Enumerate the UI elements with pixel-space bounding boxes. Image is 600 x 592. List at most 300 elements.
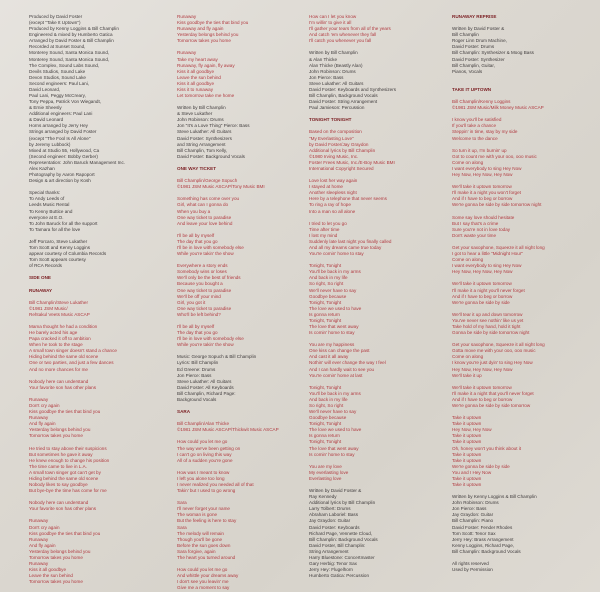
- lyric-line: Rehtakul Veets Music ASCAP: [29, 311, 90, 317]
- lyric-line: Kiss it all goodbye: [177, 68, 215, 74]
- lyric-line: And if I have to beg or borrow: [452, 196, 513, 202]
- lyric-line: Take it uptown: [452, 457, 482, 463]
- lyric-line: Hey Now, Hey Now, Hey Now: [452, 172, 513, 178]
- credit-line: David Foster: Drums: [452, 44, 495, 50]
- lyric-line: We're gonna be side by side tomorrow: [452, 403, 531, 408]
- lyric-line: A small town singer got can't get by: [29, 469, 101, 475]
- lyric-line: Runaway: [29, 561, 49, 567]
- credit-line: (except "The Fool Is All Alone": [29, 135, 91, 141]
- credit-line: Ray Kennedy: [309, 494, 337, 500]
- lyric-line: While you're takin' the show: [177, 251, 234, 257]
- lyric-line: Kiss it all goodbye: [29, 567, 67, 573]
- credit-line: Devils Studios, Sound Lake: [29, 68, 86, 74]
- lyric-line: When you buy a: [177, 208, 211, 214]
- lyric-line: Tonight, Tonight: [309, 317, 342, 323]
- lyric-line: We'll never have to say: [309, 287, 357, 293]
- credit-line: John Robinson: Drums: [452, 500, 499, 506]
- lyric-line: He barely acted his age: [29, 330, 78, 336]
- credit-line: David Foster: Keyboards: [309, 524, 360, 530]
- lyric-line: Everywhere a story ends: [177, 263, 228, 269]
- lyric-line: Take it uptown: [452, 421, 482, 427]
- lyric-line: Some say love should hesitate: [452, 214, 515, 220]
- credit-line: Roger Linn Drum Machine,: [452, 38, 507, 44]
- lyric-line: So turn it up, I'm burnin' up: [452, 147, 507, 153]
- song-title: RUNAWAY REPRISE: [452, 14, 497, 19]
- lyric-line: And leave your love behind: [177, 220, 233, 226]
- credit-line: Bill Champlin: [452, 32, 479, 38]
- lyric-line: Don't cry again: [29, 524, 60, 530]
- credit-line: David Foster, Bill Champlin:: [309, 542, 366, 548]
- lyric-line: Sara forgive, again: [177, 548, 216, 554]
- credit-line: Bill Champlin: Background Vocals: [452, 548, 521, 554]
- lyric-line: I stayed at home: [309, 184, 343, 190]
- credit-line: Bill Champlin, Background Vocals: [309, 93, 378, 99]
- lyric-line: Oh, honey won't you think about it: [452, 445, 522, 451]
- credit-line: David Foster: Keyboards and Synthesizers: [309, 86, 397, 92]
- lyric-line: You are my love: [309, 463, 342, 469]
- song-title: TAKE IT UPTOWN: [452, 86, 492, 92]
- song-title: SIDE ONE: [29, 275, 51, 281]
- lyric-line: How was I meant to know: [177, 469, 230, 475]
- credit-line: Bill Champlin, Richard Page:: [177, 390, 236, 396]
- lyric-line: Hey Now, Hey Now, Hey Now: [452, 269, 513, 275]
- lyric-line: Don't waste your time: [452, 232, 497, 238]
- lyric-line: Into a man so all alone: [309, 208, 356, 214]
- lyric-line: Runaway: [29, 396, 49, 402]
- lyric-line: Runaway: [29, 518, 49, 524]
- credit-line: Additional engineers: Paul Lani: [29, 111, 93, 117]
- lyric-line: Is comin' home to stay: [309, 451, 355, 457]
- credit-line: Lyrics: Bill Champlin: [177, 360, 219, 366]
- lyric-line: So right, So right: [309, 281, 344, 287]
- credit-line: Written by David Foster &: [452, 26, 505, 32]
- credit-line: David Foster: Synthesizer: [452, 56, 505, 62]
- lyric-line: You're comin' home at last: [309, 372, 363, 378]
- lyric-line: I got to hear a little "Midnight Hour": [452, 251, 523, 257]
- credit-line: Jerry Hey: Flugelhorn: [309, 567, 353, 573]
- credit-line: Arranged by David Foster & Bill Champlin: [29, 38, 114, 44]
- lyric-line: And if I have to beg or borrow: [452, 396, 513, 402]
- credit-line: David Foster: String Arrangement: [309, 99, 378, 105]
- lyric-line: Sara: [177, 500, 187, 506]
- credit-line: Alex Kazhan: [29, 165, 55, 171]
- lyric-line: I left you alone too long: [177, 475, 225, 481]
- credit-line: Music: George Sopuch & Bill Champlin: [177, 354, 257, 360]
- lyric-line: Got to count me with your ooo, ooo music: [452, 153, 537, 159]
- lyric-line: And back in my life: [309, 396, 348, 402]
- lyric-line: Get your saxophone, Squeeze it all night long: [452, 342, 545, 348]
- lyric-line: Foster Frees Music, Inc./E-Boy Music BMI: [309, 159, 395, 165]
- lyric-line: Nobody here can understand: [29, 378, 89, 384]
- credit-line: To Andy Leeds of: [29, 196, 65, 202]
- lyric-line: Tomorrow takes you home: [29, 579, 83, 585]
- lyric-line: Runaway: [177, 50, 197, 56]
- credit-line: Engineered & mixed by Humberto Gatica: [29, 32, 113, 38]
- lyric-line: I want everybody to sing Hey Now: [452, 165, 522, 171]
- lyric-line: Take it uptown: [452, 415, 482, 421]
- lyric-line: We're gonna be side by side: [452, 463, 510, 469]
- lyric-line: Goodbye because: [309, 293, 347, 299]
- lyric-line: Tomorrow takes you home: [177, 38, 231, 44]
- credit-line: Jon "It's a Love Thing" Pierce: Bass: [177, 123, 250, 129]
- lyric-line: ©1981 JSM Music ASCAP/Thickwit Music ASCAP: [177, 427, 279, 433]
- credit-line: David Foster: Synthesizers: [177, 135, 232, 141]
- credit-line: Steve Lukather: All Guitars: [177, 378, 232, 384]
- lyric-line: Leave the sun behind: [29, 573, 73, 579]
- lyric-line: The love that went away: [309, 323, 359, 329]
- lyric-line: Bill Champlin/Alan Thicke: [177, 421, 230, 427]
- credit-line: & Ernie Sheesly: [29, 105, 62, 111]
- lyric-line: "My Everlasting Love": [309, 135, 354, 141]
- credit-line: Bill Champlin: Background Vocals: [309, 536, 378, 542]
- lyric-line: He tried to stay above their suspicions: [29, 445, 107, 451]
- lyric-line: I tried to let you go: [309, 220, 347, 226]
- lyric-line: Because you bought a: [177, 281, 223, 287]
- lyric-line: When he took to the stage: [29, 342, 83, 348]
- lyric-line: Take it uptown: [452, 439, 482, 445]
- lyric-line: You are my happiness: [309, 342, 355, 348]
- credit-line: Monterey Sound, Santa Monica Sound,: [29, 50, 110, 56]
- credit-line: Jon Pierce: Bass: [452, 506, 487, 512]
- lyric-line: I'll be in love with somebody else: [177, 244, 244, 250]
- lyric-line: And all my dreams came true today: [309, 244, 382, 250]
- lyric-line: Tonight, Tonight: [309, 299, 342, 305]
- credit-line: Tony Peppa, Patrick Von Wiegandt,: [29, 99, 102, 105]
- song-title: SARA: [177, 409, 191, 415]
- lyric-line: How could you let me go: [177, 439, 228, 445]
- credit-line: David Leonard,: [29, 86, 61, 92]
- credit-line: appear courtesy of Columbia Records: [29, 251, 107, 257]
- lyric-line: You've never see nothin' like us yet: [452, 317, 524, 323]
- lyric-line: Sure you're not in love today: [452, 226, 511, 232]
- lyric-line: And back in my life: [309, 275, 348, 281]
- lyric-line: Leave the sun behind: [177, 74, 221, 80]
- lyric-line: Hiding behind the same old scene: [29, 475, 99, 481]
- lyric-line: Bill Champlin/Kenny Loggins: [452, 99, 511, 105]
- credit-line: Jeff Porcaro, Steve Lukather: [29, 238, 88, 244]
- lyric-line: And fly again: [29, 421, 56, 427]
- credit-line: Tom Scott appears courtesy: [29, 257, 86, 263]
- credit-line: Jay Graydon: Guitar: [309, 518, 351, 524]
- lyric-line: Time after time: [309, 226, 340, 232]
- lyric-line: Come on along: [452, 257, 484, 263]
- credit-line: Written by Kenny Loggins & Bill Champlin: [452, 494, 537, 500]
- lyric-line: The melody will remain: [177, 530, 224, 536]
- column-2: [177, 14, 304, 591]
- lyric-line: Runaway and fly again: [177, 26, 224, 32]
- credit-line: David Foster: Fender Rhodes: [452, 524, 513, 530]
- credit-line: everyone at E.O.: [29, 214, 64, 220]
- lyric-line: I'll be all by myself: [177, 323, 215, 329]
- lyric-line: Is gonna return: [309, 311, 340, 317]
- credit-line: Photography by Aaron Rapoport: [29, 172, 95, 178]
- credit-line: Written by Bill Champlin: [177, 105, 226, 111]
- credit-line: String Arrangement: [309, 548, 349, 554]
- credit-line: Special thanks:: [29, 190, 61, 196]
- credit-line: Additional lyrics by Bill Champlin: [309, 500, 376, 506]
- credit-line: To Tamara for all the love: [29, 226, 81, 232]
- lyric-line: Is comin' home to stay: [309, 330, 355, 336]
- lyric-line: We'll never have to say: [309, 409, 357, 415]
- lyric-line: But the feeling is here to stay: [177, 518, 237, 524]
- lyric-line: ©1980 Irving Music, Inc.: [309, 153, 359, 159]
- credit-line: To John Baruck for all the support: [29, 220, 98, 226]
- lyric-line: Suddenly late last night you finally called: [309, 238, 392, 244]
- lyric-line: Papa cracked it off to ambition: [29, 336, 91, 342]
- lyric-line: And catch 'em whenever they fall: [309, 32, 377, 38]
- lyric-line: But sometimes he gave it away: [29, 451, 93, 457]
- lyric-line: My everlasting love: [309, 469, 349, 475]
- lyric-line: We'll take it uptown tomorrow: [452, 384, 512, 390]
- lyric-line: I'll be in love with somebody else: [177, 336, 244, 342]
- lyric-line: Yesterday belongs behind you: [29, 427, 91, 433]
- credit-line: All rights reserved: [452, 561, 489, 567]
- lyric-line: We'll take it uptown tomorrow: [452, 184, 512, 190]
- lyric-line: International Copyright Secured: [309, 165, 374, 171]
- lyric-line: Gonna be side by side tomorrow night: [452, 330, 530, 336]
- lyric-line: Get your saxophone, Squeeze it all night long: [452, 244, 545, 250]
- lyric-line: Come on along: [452, 354, 484, 360]
- credit-line: Kenny Loggins, Richard Page,: [452, 542, 515, 548]
- credit-line: Gary Herbig: Tenor Sax: [309, 561, 357, 567]
- lyric-line: Something has come over you: [177, 196, 240, 202]
- lyric-line: ©1981 JSM Music/Milk Money Music ASCAP: [452, 105, 544, 111]
- lyric-line: Bill Champlin/Steve Lukather: [29, 299, 88, 305]
- lyric-line: I want everybody to sing Hey Now: [452, 263, 522, 269]
- lyric-line: One way ticket to paradise: [177, 214, 232, 220]
- credit-line: Ed Greene: Drums: [177, 366, 216, 372]
- lyric-line: One kiss can change the past: [309, 348, 370, 354]
- lyric-line: Everlasting love: [309, 475, 342, 481]
- lyric-line: One or two parties, and just a few dances: [29, 360, 114, 366]
- lyric-line: Tonight, Tonight: [309, 439, 342, 445]
- lyric-line: Based on the composition: [309, 129, 362, 135]
- credit-line: Produced by David Foster: [29, 14, 83, 19]
- lyric-line: Nobody likes to say goodbye: [29, 482, 88, 488]
- lyric-line: I'll be all by myself: [177, 232, 215, 238]
- lyric-line: You'll be back in my arms: [309, 390, 361, 396]
- lyric-line: The heart you turned around: [177, 554, 236, 560]
- column-1: [29, 14, 153, 585]
- credit-line: Tom Scott and Kenny Loggins: [29, 244, 91, 250]
- credit-line: Second engineers: Paul Lani,: [29, 80, 90, 86]
- lyric-line: And no more chances for me: [29, 366, 88, 372]
- lyric-line: We'll be off your mind: [177, 293, 221, 299]
- lyric-line: Take hold of my hand, hold it tight: [452, 323, 521, 329]
- credit-line: Bill Champlin, Tom Kelly,: [177, 147, 228, 153]
- lyric-line: We'll only be the best of friends: [177, 275, 241, 281]
- credit-line: Written by David Foster &: [309, 488, 362, 494]
- lyric-line: by David Foster/Jay Graydon: [309, 141, 369, 147]
- lyric-line: Here by a telephone that never seems: [309, 196, 387, 202]
- lyric-line: I never realized you needed all of that: [177, 482, 254, 488]
- lyric-line: But bye-bye the time has come for me: [29, 488, 107, 494]
- lyric-line: I know you're just dyin' to sing Hey Now: [452, 360, 533, 366]
- lyric-line: So right, So right: [309, 403, 344, 408]
- credit-line: Steve Lukather: All Guitars: [177, 129, 232, 135]
- lyric-line: Another sleepless night: [309, 190, 357, 196]
- lyric-line: Tonight, Tonight: [309, 263, 342, 269]
- lyric-line: The love we used to have: [309, 305, 362, 311]
- song-title: TONIGHT TONIGHT: [309, 117, 352, 123]
- lyric-line: Don't cry again: [29, 403, 60, 408]
- column-4: [452, 14, 585, 573]
- lyric-line: Nothin' will ever change the way I feel: [309, 360, 386, 366]
- lyric-line: Tonight, Tonight: [309, 421, 342, 427]
- lyric-line: But I say that's a crime: [452, 220, 499, 226]
- credit-line: David Foster: All Keyboards: [177, 384, 234, 390]
- credit-line: Design & art direction by Kosh: [29, 178, 91, 184]
- lyric-line: I can't go on living this way: [177, 451, 232, 457]
- lyric-line: Is gonna return: [309, 433, 340, 439]
- lyric-line: I'm willin' to give it all: [309, 20, 352, 26]
- lyric-line: The day that you go: [177, 238, 218, 244]
- lyric-line: Goodbye because: [309, 415, 347, 421]
- lyric-line: Come on along: [452, 159, 484, 165]
- credit-line: Jon Pierce: Bass: [177, 372, 212, 378]
- credit-line: Bill Champlin: Piano: [452, 518, 494, 524]
- lyric-line: We'll take it uptown tomorrow: [452, 281, 512, 287]
- lyric-line: Take it uptown: [452, 482, 482, 488]
- lyric-line: The woman is gone: [177, 512, 218, 518]
- lyric-line: Runaway: [177, 14, 197, 19]
- lyric-line: I'll make it a night that you'll never forget: [452, 390, 534, 396]
- lyric-line: Runaway, fly again, fly away: [177, 62, 235, 68]
- credit-line: Used by Permission: [452, 567, 493, 573]
- lyric-line: He knew enough to change his position: [29, 457, 110, 463]
- lyric-line: Sara: [177, 524, 187, 530]
- song-title: RUNAWAY: [29, 287, 53, 293]
- lyric-line: Kiss goodbye the ties that bind you: [177, 20, 249, 26]
- lyric-line: And fly again: [29, 542, 56, 548]
- lyric-line: Nobody here can understand: [29, 500, 89, 506]
- lyric-line: And cast it all away: [309, 354, 349, 360]
- lyric-line: Kiss goodbye the ties that bind you: [29, 530, 101, 536]
- credit-line: Paul Lani, Peggy McCreary,: [29, 93, 86, 99]
- song-title: ONE WAY TICKET: [177, 165, 217, 171]
- lyric-line: Girl, you got it: [177, 299, 206, 305]
- lyric-line: Take it uptown: [452, 451, 482, 457]
- lyric-line: One way ticket to paradise: [177, 305, 232, 311]
- lyric-line: You and I Hey Now: [452, 469, 492, 475]
- credit-line: Steve Lukather: All Guitars: [309, 80, 364, 86]
- lyric-line: Take my heart away: [177, 56, 218, 62]
- credit-line: Alan Thicke (Beastly Alan): [309, 62, 363, 68]
- credit-line: Recorded at Sunset Sound,: [29, 44, 86, 50]
- lyric-line: Take it uptown: [452, 433, 482, 439]
- lyric-line: I know you'll be satisfied: [452, 117, 502, 123]
- lyric-line: Steppin' in time, stay by my side: [452, 129, 518, 135]
- credit-line: Paul Jamieson: Percussion: [309, 105, 365, 111]
- lyric-line: All of a sudden you're gone: [177, 457, 233, 463]
- credit-line: of RCA Records: [29, 263, 62, 269]
- lyric-line: Love lost her way again: [309, 178, 358, 184]
- lyric-line: One way ticket to paradise: [177, 287, 232, 293]
- lyric-line: Hiding behind the same old scene: [29, 354, 99, 360]
- credit-line: & David Leonard: [29, 117, 64, 123]
- lyric-line: A small town singer doesn't stand a chance: [29, 348, 117, 354]
- credit-line: To Kenny Buttice and: [29, 208, 73, 214]
- lyric-line: Let tomorrow take me home: [177, 93, 235, 99]
- lyric-line: We're gonna be side by side: [452, 299, 510, 305]
- lyric-line: I lost my mind: [309, 232, 338, 238]
- lyric-line: I'll make it a night you'll never forget: [452, 287, 525, 293]
- lyric-line: ©1981 JSM Music ASCAP/Tony Music BMI: [177, 184, 265, 190]
- lyric-line: We'll tear it up and down tomorrow: [452, 311, 523, 317]
- credit-line: Bill Champlin, Guitar,: [452, 62, 495, 68]
- credit-line: Jay Graydon: Guitar: [452, 512, 494, 518]
- credit-line: (except "Take It Uptown"): [29, 20, 81, 26]
- credit-line: (Second engineer: Bobby Gerber): [29, 153, 98, 159]
- lyric-line: Kiss goodbye the ties that bind you: [29, 409, 101, 415]
- lyric-line: To ring a ray of hope: [309, 202, 351, 208]
- credit-line: Larry Tolbert: Drums: [309, 506, 351, 512]
- lyric-line: I'll catch you whenever you fall: [309, 38, 372, 44]
- lyric-line: How could you let me go: [177, 567, 228, 573]
- credit-line: Jerry Hey: Brass Arrangement: [452, 536, 514, 542]
- lyric-line: Tomorrow takes you home: [29, 554, 83, 560]
- lyric-line: Your favorite son has other plans: [29, 506, 96, 512]
- lyric-line: You're comin' home to stay: [309, 251, 364, 257]
- lyric-line: Before the sun goes down: [177, 542, 231, 548]
- credit-line: & Steve Lukather: [177, 111, 213, 117]
- lyric-line: Take it uptown: [452, 475, 482, 481]
- lyric-line: Additional lyrics by Bill Champlin: [309, 147, 376, 153]
- lyric-line: Your favorite son has other plans: [29, 384, 96, 390]
- credit-line: by Jeremy Lubbock): [29, 141, 71, 147]
- credit-line: & Alan Thicke: [309, 56, 338, 62]
- credit-line: Jon Pierce: Bass: [309, 74, 344, 80]
- lyric-line: And if I have to beg or borrow: [452, 293, 513, 299]
- credit-line: The Complex, Sound Labs Sound,: [29, 62, 100, 68]
- lyric-line: ©1981 JSM Music/: [29, 305, 68, 311]
- lyric-line: I'll make it a night you won't forget: [452, 190, 521, 196]
- lyric-line: How can I let you know: [309, 14, 357, 19]
- column-3: [309, 14, 442, 579]
- lyric-line: Yesterday belongs behind you: [177, 32, 239, 38]
- lyric-line: Who'll be left behind?: [177, 311, 221, 317]
- lyric-line: We'll take it up: [452, 372, 482, 378]
- credit-line: Monterey Sound, Santa Monica Sound,: [29, 56, 110, 62]
- credit-line: Background Vocals: [177, 396, 217, 402]
- lyric-line: Welcome to the dance: [452, 135, 498, 141]
- credit-line: Mixed at Studio 55, Hollywood, Ca: [29, 147, 100, 153]
- credit-line: Abraham Laboriel: Bass: [309, 512, 359, 518]
- credit-line: and String Arrangement: [177, 141, 226, 147]
- lyric-line: Takin' but I used to go wrong: [177, 488, 236, 494]
- credit-line: Produced by Kenny Loggins & Bill Champlin: [29, 26, 119, 32]
- credit-line: Representation: John Baruck Management Inc.: [29, 159, 126, 165]
- credit-line: Bill Champlin: Synthesizer & Moog Bass: [452, 50, 534, 56]
- lyric-line: And whittle your dreams away: [177, 573, 239, 579]
- credit-line: Tom Scott: Tenor Sax: [452, 530, 496, 536]
- lyric-line: Give me a moment to say: [177, 585, 230, 591]
- credit-line: Leeds Music Rental: [29, 202, 70, 208]
- lyric-line: You'll be back in my arms: [309, 269, 361, 275]
- credit-line: Harry Bluestone: Concertmaster: [309, 554, 375, 560]
- lyric-line: I'll gather your tears from all of the years: [309, 26, 391, 32]
- credit-line: Written by Bill Champlin: [309, 50, 358, 56]
- lyric-line: Bill Champlin/George Sopuch: [177, 178, 238, 184]
- lyric-line: The way we've been getting on: [177, 445, 241, 451]
- lyric-line: Tonight, Tonight: [309, 384, 342, 390]
- lyric-line: Yesterday belongs behind you: [29, 548, 91, 554]
- credit-line: Pianos, Vocals: [452, 68, 483, 74]
- lyric-line: The time came to live in L.A.: [29, 463, 87, 469]
- lyric-line: I don't see you leavin' me: [177, 579, 229, 585]
- lyric-line: Kiss it to runaway: [177, 86, 213, 92]
- lyric-line: If you'll take a chance: [452, 123, 497, 129]
